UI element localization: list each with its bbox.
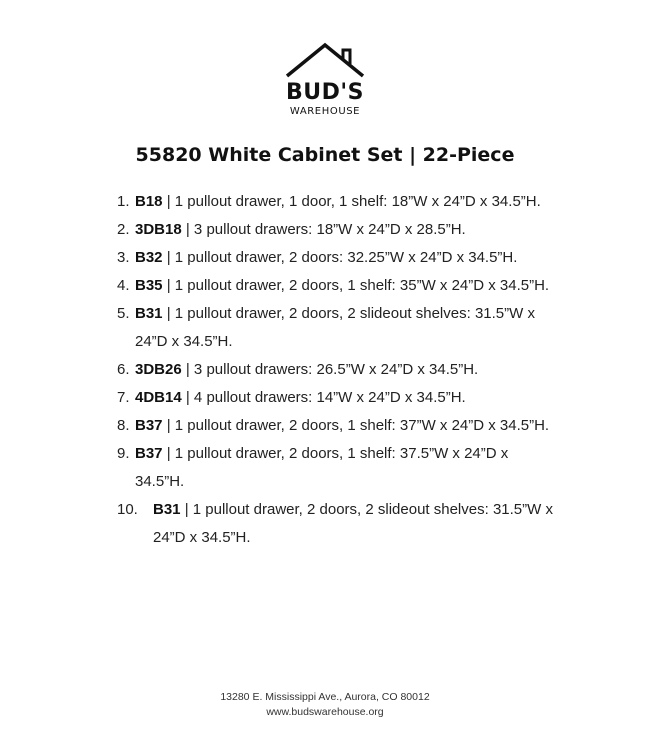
footer-address: 13280 E. Mississippi Ave., Aurora, CO 80012: [220, 691, 430, 703]
item-number: 7.: [117, 389, 130, 406]
cabinet-list: [117, 188, 557, 552]
item-number: 8.: [117, 417, 130, 434]
item-number: 3.: [117, 249, 130, 266]
footer: [0, 690, 650, 720]
item-number: 6.: [117, 361, 130, 378]
list-item: [117, 496, 557, 552]
item-description: | 1 pullout drawer, 2 doors: 32.25”W x 24”D x 34.5”H.: [162, 249, 518, 266]
page-title: 55820 White Cabinet Set | 22-Piece: [135, 144, 515, 166]
item-description: | 3 pullout drawers: 18”W x 24”D x 28.5”H.: [181, 221, 466, 238]
item-number: 1.: [117, 193, 130, 210]
item-code: 3DB26: [135, 361, 182, 378]
logo-subtitle: WAREHOUSE: [289, 106, 361, 117]
item-description: | 1 pullout drawer, 2 doors, 1 shelf: 37”W x 24”D x 34.5”H.: [162, 417, 550, 434]
list-item: [117, 244, 557, 272]
item-code: B37: [135, 417, 163, 434]
item-description: | 1 pullout drawer, 2 doors, 1 shelf: 35”W x 24”D x 34.5”H.: [162, 277, 550, 294]
logo-brand: BUD'S: [286, 80, 364, 105]
item-description: | 1 pullout drawer, 2 doors, 1 shelf: 37.5”W x 24”D x 34.5”H.: [135, 445, 509, 490]
item-description: | 4 pullout drawers: 14”W x 24”D x 34.5”H.: [181, 389, 466, 406]
item-code: B35: [135, 277, 163, 294]
house-roof-icon: [285, 42, 365, 78]
item-description: | 3 pullout drawers: 26.5”W x 24”D x 34.5”H.: [181, 361, 479, 378]
list-item: [117, 216, 557, 244]
item-code: B37: [135, 445, 163, 462]
list-item: [117, 440, 557, 496]
item-code: B31: [135, 305, 163, 322]
list-item: [117, 188, 557, 216]
item-number: 2.: [117, 221, 130, 238]
list-item: [117, 384, 557, 412]
list-item: [117, 300, 557, 356]
item-code: 4DB14: [135, 389, 182, 406]
logo: [275, 42, 375, 122]
item-number: 5.: [117, 305, 130, 322]
item-code: B32: [135, 249, 163, 266]
item-description: | 1 pullout drawer, 1 door, 1 shelf: 18”W x 24”D x 34.5”H.: [162, 193, 541, 210]
item-number: 10.: [117, 501, 138, 518]
item-number: 4.: [117, 277, 130, 294]
item-code: B18: [135, 193, 163, 210]
item-description: | 1 pullout drawer, 2 doors, 2 slideout shelves: 31.5”W x 24”D x 34.5”H.: [135, 305, 535, 350]
item-description: | 1 pullout drawer, 2 doors, 2 slideout shelves: 31.5”W x 24”D x 34.5”H.: [153, 501, 553, 546]
list-item: [117, 356, 557, 384]
footer-website: www.budswarehouse.org: [266, 706, 384, 718]
list-item: [117, 272, 557, 300]
item-code: B31: [153, 501, 181, 518]
item-number: 9.: [117, 445, 130, 462]
item-code: 3DB18: [135, 221, 182, 238]
list-item: [117, 412, 557, 440]
